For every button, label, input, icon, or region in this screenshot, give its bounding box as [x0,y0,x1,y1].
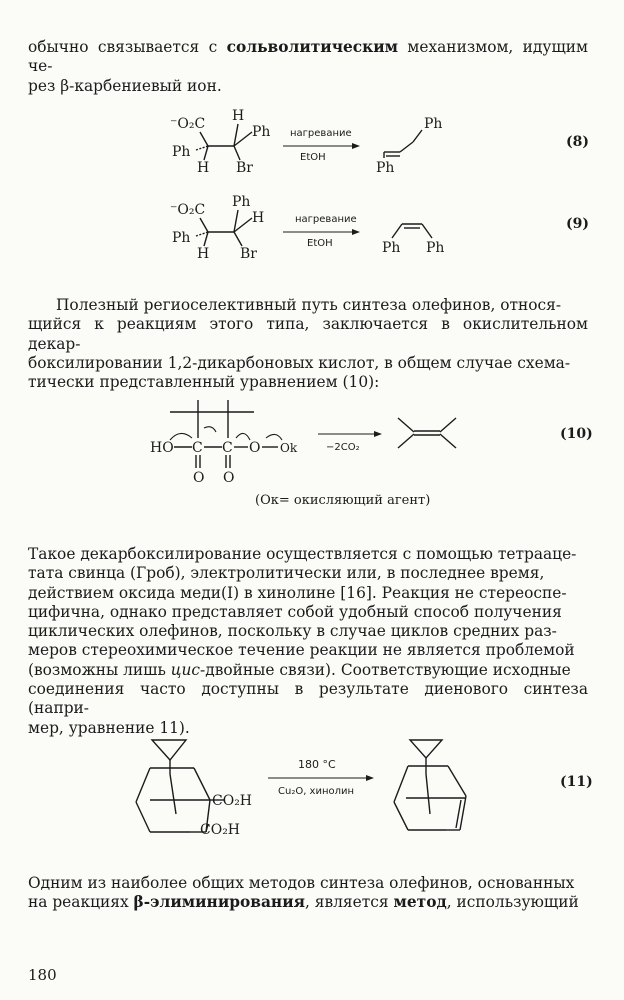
eq11-co2h-2: CO₂H [200,822,241,838]
eq8-br: Br [236,160,253,176]
eq8-product-bond [413,130,422,142]
equation-11 [0,730,624,850]
eq9-bond [204,232,208,246]
eq8-product-bond [400,142,413,152]
eq9-reagent-top: нагревание [295,214,357,225]
para4-bold-term: метод [393,893,447,912]
eq11-reagent-bottom: Cu₂O, хинолин [278,786,355,797]
eq8-number: (8) [566,134,589,150]
equation-8 [0,100,624,190]
eq8-bond [200,132,208,146]
para3-italic-term: цис [170,660,201,679]
eq9-product-bond [422,224,432,238]
para3-line: цифична, однако представляет собой удобный способ получения [28,602,562,621]
eq8-h-top: H [232,108,245,124]
eq10-reagent: −2CO₂ [326,442,360,453]
eq10-ho: HO [150,440,174,456]
eq9-ph-left: Ph [172,230,191,246]
eq8-reagent-bottom: EtOH [300,152,326,163]
eq9-bond [200,218,208,232]
intro-line-2: рез β-карбениевый ион. [28,76,222,95]
intro-text-end: механизмом, идущим че- [28,38,588,76]
eq10-o1: O [193,470,205,486]
para2-line: боксилировании 1,2-дикарбоновых кислот, в общем случае схема- [28,353,571,372]
eq9-ph-top: Ph [232,194,251,210]
para4-text: , использующий [446,893,579,912]
equation-10 [0,392,624,512]
eq11-bond [194,768,210,800]
eq11-product-bond [394,766,408,802]
para3-line: -двойные связи). Соответствующие исходные [200,660,571,679]
para3-line: мер, уравнение 11). [28,718,190,737]
eq9-reagent-bottom: EtOH [307,238,333,249]
intro-paragraph [28,38,588,96]
eq11-product-bridge-bond [426,774,430,814]
para4-text: на реакциях [28,893,134,912]
eq9-hashed-bond [196,232,208,236]
eq11-bridge-bond [170,774,176,814]
eq8-h-bottom: H [197,160,210,176]
eq11-product-double-bond [456,800,461,828]
eq10-caption: (Ок= окисляющий агент) [255,493,431,508]
para3-line: Такое декарбоксилирование осуществляется с помощью тетрааце- [28,545,577,563]
eq10-o-bridge: O [249,440,261,456]
eq11-number: (11) [560,774,593,790]
eq10-number: (10) [560,426,593,442]
eq11-bond [136,802,150,832]
para3-line: циклических олефинов, поскольку в случае циклов средних раз- [28,622,557,641]
eq8-bond [204,146,208,160]
eq10-arrowhead [374,431,382,437]
eq10-electron-arrow [266,434,282,440]
eq10-product-bond [440,418,456,432]
eq9-h-bottom: H [197,246,210,262]
para2-line: тически представленный уравнением (10): [28,373,380,392]
eq10-c2: C [222,440,233,456]
eq11-arrowhead [366,775,374,781]
eq11-reagent-top: 180 °C [298,758,336,771]
para4-bold-term: β-элиминирования [133,893,305,912]
para4-text: , является [305,893,394,912]
eq9-product-ph-right: Ph [426,240,445,256]
eq8-carboxylate: ⁻O₂C [170,116,206,132]
eq11-bond [136,768,150,802]
eq11-cyclopropane [152,740,186,760]
eq10-product-bond [398,418,414,432]
eq10-c1: C [192,440,203,456]
para4-line: Одним из наиболее общих методов синтеза олефинов, основанных [28,874,575,892]
paragraph-2 [28,296,588,392]
para2-line: Полезный региоселективный путь синтеза олефинов, относя- [56,296,562,314]
eq11-product-bond [394,802,408,830]
eq9-number: (9) [566,216,589,232]
eq9-bond [234,232,242,246]
eq8-product-ph-top: Ph [424,116,443,132]
eq11-product-bond [448,766,466,796]
eq9-arrowhead [352,229,360,235]
eq10-electron-arrow [236,433,250,440]
eq10-o2: O [223,470,235,486]
para3-line: (возможны лишь [28,660,171,679]
eq8-reagent-top: нагревание [290,128,352,139]
eq10-ok: Ok [280,441,298,455]
page-number: 180 [28,966,57,984]
eq8-ph-left: Ph [172,144,191,160]
eq8-ph-right: Ph [252,124,271,140]
eq9-br: Br [240,246,257,262]
para3-line: действием оксида меди(I) в хинолине [16]. Реакция не стереоспе- [28,583,567,602]
eq9-product-ph-left: Ph [382,240,401,256]
eq9-h-right: H [252,210,265,226]
intro-bold-term: сольволитическим [226,38,399,56]
eq8-arrowhead [352,143,360,149]
paragraph-4 [28,874,588,913]
eq8-product-ph-bottom: Ph [376,160,395,176]
equation-9 [0,188,624,268]
paragraph-3 [28,545,588,738]
eq8-bond [234,146,240,160]
para3-line: меров стереохимическое течение реакции не является проблемой [28,641,575,660]
para3-line: тата свинца (Гроб), электролитически или, в последнее время, [28,564,545,583]
para2-line: щийся к реакциям этого типа, заключается в окислительном декар- [28,315,588,353]
eq10-electron-arrow [204,427,216,432]
eq10-product-bond [440,434,456,448]
eq11-product-cyclopropane [410,740,442,758]
para3-line: соединения часто доступны в результате диенового синтеза (напри- [28,680,588,718]
eq11-co2h-1: CO₂H [212,793,253,809]
eq10-product-bond [398,434,414,448]
eq9-product-bond [392,224,402,238]
eq8-hashed-bond [196,146,208,150]
intro-text: обычно связывается с [28,38,227,56]
eq9-carboxylate: ⁻O₂C [170,202,206,218]
